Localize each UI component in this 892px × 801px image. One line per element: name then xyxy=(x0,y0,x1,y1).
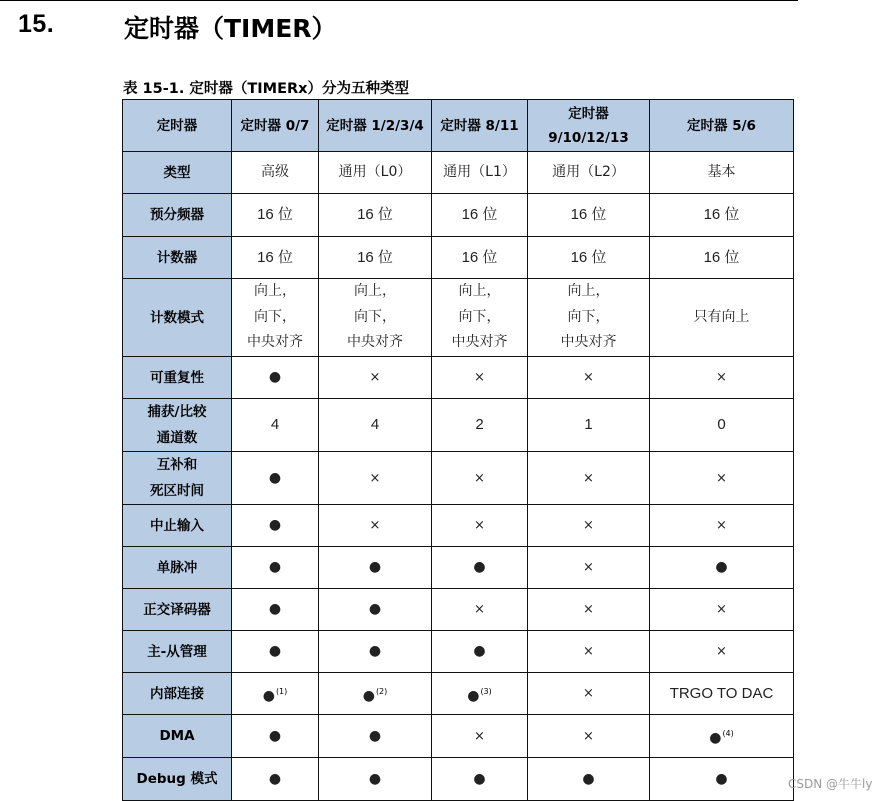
table-cell xyxy=(432,715,528,758)
table-cell xyxy=(319,715,432,758)
table-cell xyxy=(232,194,319,237)
table-cell xyxy=(319,758,432,801)
cell-value: 向上， 向下， 中央对齐 xyxy=(451,283,508,351)
unsupported-cross-icon: × xyxy=(716,602,727,617)
table-cell xyxy=(432,673,528,715)
table-row xyxy=(123,589,794,631)
cell-value: 16 位 xyxy=(257,248,293,266)
supported-dot-icon: ● xyxy=(268,770,282,787)
unsupported-cross-icon: × xyxy=(583,602,594,617)
header-cell-timer: 定时器 0/7 xyxy=(232,100,319,152)
table-cell xyxy=(232,152,319,194)
table-cell xyxy=(319,237,432,279)
table-cell xyxy=(528,452,650,505)
table-cell xyxy=(319,279,432,357)
table-cell xyxy=(232,399,319,452)
table-cell xyxy=(650,673,794,715)
supported-dot-icon: ● xyxy=(582,770,595,787)
supported-dot-icon: ● xyxy=(368,601,382,617)
table-row xyxy=(123,758,794,801)
supported-dot-icon: ● xyxy=(715,559,728,575)
section-title: 定时器（TIMER） xyxy=(124,14,337,43)
table-row xyxy=(123,452,794,505)
table-cell xyxy=(528,589,650,631)
table-cell xyxy=(432,631,528,673)
cell-value: 向上， 向下， 中央对齐 xyxy=(347,283,403,351)
table-header xyxy=(123,100,794,152)
table-cell xyxy=(232,505,319,547)
row-label: 预分频器 xyxy=(123,194,232,237)
table-row xyxy=(123,673,794,715)
supported-dot-icon: ● xyxy=(268,601,282,617)
unsupported-cross-icon: × xyxy=(474,470,485,486)
footnote-marker: (4) xyxy=(722,729,734,738)
row-label: Debug 模式 xyxy=(123,758,232,801)
table-row xyxy=(123,547,794,589)
table-cell xyxy=(432,547,528,589)
unsupported-cross-icon: × xyxy=(583,728,594,744)
unsupported-cross-icon: × xyxy=(474,602,485,617)
row-label: DMA xyxy=(123,715,232,758)
supported-dot-icon: ● xyxy=(268,469,282,486)
unsupported-cross-icon: × xyxy=(474,370,485,385)
table-body xyxy=(123,152,794,801)
top-rule xyxy=(0,0,798,1)
row-label: 内部连接 xyxy=(123,673,232,715)
unsupported-cross-icon: × xyxy=(716,470,727,486)
table-caption: 表 15-1. 定时器（TIMERx）分为五种类型 xyxy=(123,81,410,97)
table-cell xyxy=(319,673,432,715)
table-cell xyxy=(232,279,319,357)
unsupported-cross-icon: × xyxy=(583,644,594,659)
row-label: 单脉冲 xyxy=(123,547,232,589)
table-cell xyxy=(650,758,794,801)
header-cell-timer: 定时器 9/10/12/13 xyxy=(528,100,650,152)
table-cell xyxy=(432,357,528,399)
cell-value: 向上， 向下， 中央对齐 xyxy=(560,283,617,351)
table-row xyxy=(123,152,794,194)
table-cell xyxy=(319,589,432,631)
table-cell xyxy=(432,589,528,631)
table-cell xyxy=(650,152,794,194)
table-cell xyxy=(650,279,794,357)
table-cell xyxy=(528,237,650,279)
cell-value: 4 xyxy=(370,416,380,433)
footnote-marker: (3) xyxy=(480,686,492,696)
unsupported-cross-icon: × xyxy=(369,370,381,385)
table-cell xyxy=(650,589,794,631)
cell-value: 通用（L1） xyxy=(443,164,516,180)
table-cell xyxy=(319,505,432,547)
supported-dot-icon: ● xyxy=(467,687,480,704)
supported-dot-icon: ● xyxy=(268,643,282,659)
unsupported-cross-icon: × xyxy=(583,686,594,701)
table-cell xyxy=(432,152,528,194)
cell-value: 0 xyxy=(717,416,726,433)
cell-value: 通用（L0） xyxy=(338,164,412,180)
unsupported-cross-icon: × xyxy=(369,470,381,486)
supported-dot-icon: ● xyxy=(715,770,728,787)
table-cell xyxy=(528,279,650,357)
table-cell xyxy=(232,452,319,505)
footnote-marker: (2) xyxy=(375,686,388,696)
table-cell xyxy=(319,152,432,194)
unsupported-cross-icon: × xyxy=(474,728,485,744)
supported-dot-icon: ● xyxy=(268,369,282,385)
unsupported-cross-icon: × xyxy=(583,560,594,575)
table-cell xyxy=(650,715,794,758)
cell-value: 16 位 xyxy=(570,248,607,266)
table-cell xyxy=(650,631,794,673)
cell-value: 16 位 xyxy=(357,206,393,223)
table-cell xyxy=(650,357,794,399)
cell-value: 通用（L2） xyxy=(552,164,625,180)
table-cell xyxy=(528,547,650,589)
cell-value: 16 位 xyxy=(461,248,498,266)
table-cell xyxy=(650,194,794,237)
table-header-row xyxy=(123,100,794,152)
cell-value: 16 位 xyxy=(357,248,393,266)
table-cell xyxy=(528,505,650,547)
unsupported-cross-icon: × xyxy=(583,370,594,385)
unsupported-cross-icon: × xyxy=(583,518,594,533)
table-cell xyxy=(432,399,528,452)
footnote-marker: (1) xyxy=(275,686,288,696)
table-cell xyxy=(528,631,650,673)
table-cell xyxy=(528,152,650,194)
table-row xyxy=(123,357,794,399)
section-number: 15. xyxy=(18,10,55,38)
supported-dot-icon: ● xyxy=(268,517,282,533)
table-cell xyxy=(528,758,650,801)
table-cell xyxy=(432,758,528,801)
header-cell-label: 定时器 xyxy=(123,100,232,152)
row-label: 正交译码器 xyxy=(123,589,232,631)
cell-value: 16 位 xyxy=(703,206,740,223)
table-cell xyxy=(650,505,794,547)
table-cell xyxy=(432,194,528,237)
table-row xyxy=(123,279,794,357)
table-cell xyxy=(319,452,432,505)
timer-types-table xyxy=(122,99,794,801)
unsupported-cross-icon: × xyxy=(369,518,381,533)
table-cell xyxy=(232,673,319,715)
table-cell xyxy=(432,452,528,505)
supported-dot-icon: ● xyxy=(709,730,722,746)
cell-value: 2 xyxy=(475,416,484,433)
table-cell xyxy=(528,194,650,237)
table-cell xyxy=(650,547,794,589)
table-cell xyxy=(528,357,650,399)
cell-value: 16 位 xyxy=(257,206,293,223)
supported-dot-icon: ● xyxy=(368,727,382,744)
table-cell xyxy=(432,505,528,547)
cell-value: 只有向上 xyxy=(693,309,750,325)
table-cell xyxy=(232,758,319,801)
supported-dot-icon: ● xyxy=(268,727,282,744)
row-label: 可重复性 xyxy=(123,357,232,399)
cell-value: 高级 xyxy=(261,164,289,180)
table-row xyxy=(123,194,794,237)
table-cell xyxy=(319,631,432,673)
supported-dot-icon: ● xyxy=(268,559,282,575)
table-cell xyxy=(319,357,432,399)
cell-value: TRGO TO DAC xyxy=(669,684,774,702)
row-label: 计数模式 xyxy=(123,279,232,357)
header-cell-timer: 定时器 8/11 xyxy=(432,100,528,152)
header-cell-timer: 定时器 5/6 xyxy=(650,100,794,152)
table-cell xyxy=(319,399,432,452)
cell-value: 向上， 向下， 中央对齐 xyxy=(247,283,303,351)
row-label: 互补和 死区时间 xyxy=(123,452,232,505)
cell-value: 16 位 xyxy=(703,248,740,266)
cell-value: 基本 xyxy=(707,164,736,180)
row-label: 中止输入 xyxy=(123,505,232,547)
row-label: 计数器 xyxy=(123,237,232,279)
watermark: CSDN @牛牛ly xyxy=(788,777,873,791)
table-cell xyxy=(432,237,528,279)
table-cell xyxy=(232,589,319,631)
unsupported-cross-icon: × xyxy=(474,518,485,533)
supported-dot-icon: ● xyxy=(473,770,486,787)
table-cell xyxy=(528,673,650,715)
unsupported-cross-icon: × xyxy=(583,470,594,486)
table-cell xyxy=(432,279,528,357)
cell-value: 16 位 xyxy=(461,206,498,223)
table-row xyxy=(123,505,794,547)
row-label: 捕获/比较 通道数 xyxy=(123,399,232,452)
unsupported-cross-icon: × xyxy=(716,644,727,659)
supported-dot-icon: ● xyxy=(262,687,275,704)
cell-value: 1 xyxy=(584,416,593,433)
supported-dot-icon: ● xyxy=(473,559,486,575)
table-cell xyxy=(528,715,650,758)
unsupported-cross-icon: × xyxy=(716,370,727,385)
table-cell xyxy=(232,357,319,399)
table-row xyxy=(123,399,794,452)
table-row xyxy=(123,631,794,673)
table-cell xyxy=(232,237,319,279)
table-cell xyxy=(319,547,432,589)
unsupported-cross-icon: × xyxy=(716,518,727,533)
table-cell xyxy=(232,631,319,673)
cell-value: 16 位 xyxy=(570,206,607,223)
table-cell xyxy=(650,452,794,505)
header-cell-timer: 定时器 1/2/3/4 xyxy=(319,100,432,152)
table-cell xyxy=(650,237,794,279)
table-cell xyxy=(528,399,650,452)
supported-dot-icon: ● xyxy=(368,643,382,659)
table-row xyxy=(123,715,794,758)
cell-value: 4 xyxy=(270,416,280,433)
table-row xyxy=(123,237,794,279)
table-cell xyxy=(319,194,432,237)
supported-dot-icon: ● xyxy=(368,770,382,787)
supported-dot-icon: ● xyxy=(473,643,486,659)
table-cell xyxy=(232,547,319,589)
row-label: 主-从管理 xyxy=(123,631,232,673)
supported-dot-icon: ● xyxy=(362,687,375,704)
supported-dot-icon: ● xyxy=(368,559,382,575)
row-label: 类型 xyxy=(123,152,232,194)
table-cell xyxy=(232,715,319,758)
table-cell xyxy=(650,399,794,452)
